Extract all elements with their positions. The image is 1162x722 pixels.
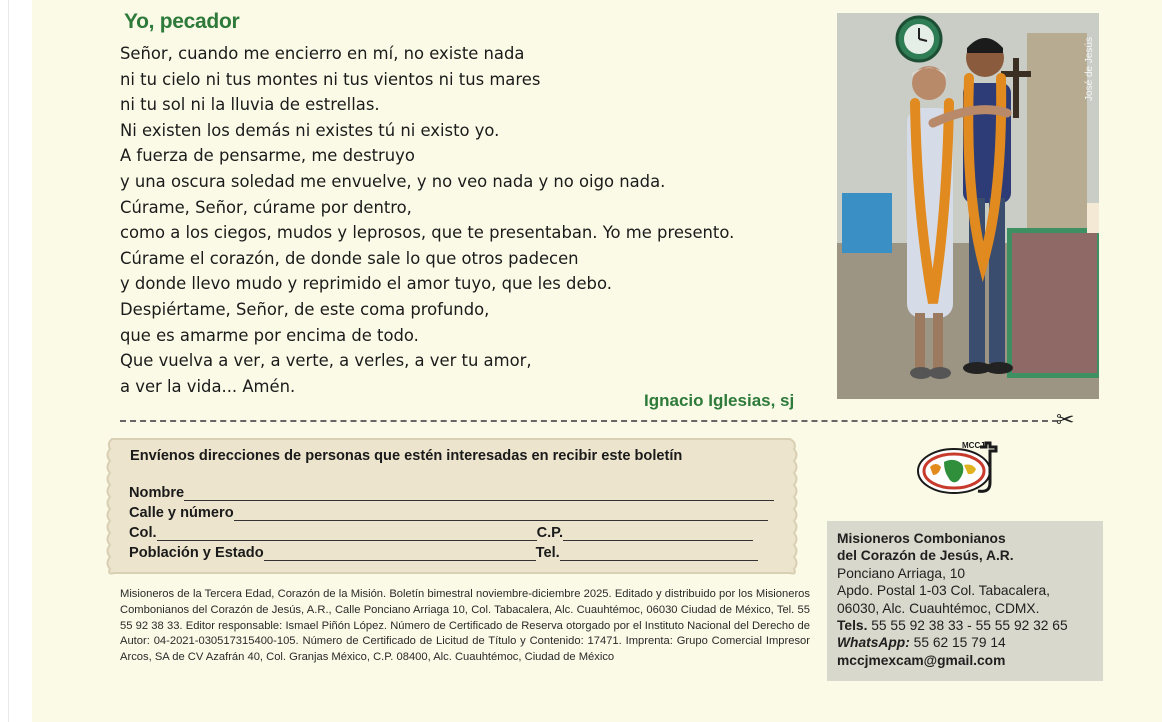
cut-line (120, 420, 1058, 422)
poem-line: Que vuelva a ver, a verte, a verles, a ver tu amor, (120, 351, 532, 371)
page-edge (8, 0, 9, 722)
poem-line: que es amarme por encima de todo. (120, 325, 419, 345)
col-label: Col. (129, 525, 157, 541)
calle-label: Calle y número (129, 505, 234, 521)
poblacion-field[interactable] (264, 547, 536, 561)
org-contact-box (827, 521, 1103, 681)
cp-label: C.P. (536, 525, 564, 541)
mccj-logo (914, 437, 1004, 497)
org-address2: Apdo. Postal 1-03 Col. Tabacalera, (837, 583, 1050, 599)
scissors-icon: ✂ (1056, 408, 1075, 433)
logo-letters: MCCJ (962, 441, 985, 450)
tel-label: Tel. (535, 545, 560, 561)
poem-line: A fuerza de pensarme, me destruyo (120, 146, 415, 166)
logo-text (914, 437, 1004, 497)
poem-line: Cúrame, Señor, cúrame por dentro, (120, 197, 412, 217)
poem-line: ni tu sol ni la lluvia de estrellas. (120, 95, 380, 115)
tel-field[interactable] (560, 547, 758, 561)
org-address1: Ponciano Arriaga, 10 (837, 565, 966, 581)
poem-author: Ignacio Iglesias, sj (644, 391, 795, 410)
org-whatsapp (837, 634, 1103, 651)
nombre-label: Nombre (129, 485, 185, 501)
poem-line: Cúrame el corazón, de donde sale lo que otros padecen (120, 248, 579, 268)
form-row-nombre (129, 481, 774, 501)
org-address3: 06030, Alc. Cuauhtémoc, CDMX. (837, 600, 1040, 616)
poem-line: Despiértame, Señor, de este coma profundo, (120, 299, 490, 319)
nombre-field[interactable] (184, 487, 774, 501)
form-row-col-cp (129, 521, 753, 541)
form-row-poblacion-tel (129, 541, 758, 561)
poem-line: y donde llevo mudo y reprimido el amor tuyo, que les debo. (120, 274, 612, 294)
whatsapp-value: 55 62 15 79 14 (909, 635, 1006, 651)
whatsapp-label: WhatsApp: (837, 635, 910, 651)
poem-line: como a los ciegos, mudos y leprosos, que te presentaban. Yo me presento. (120, 223, 735, 243)
org-name-line2: del Corazón de Jesús, A.R. (837, 548, 1014, 564)
poem-title: Yo, pecador (124, 10, 240, 33)
poblacion-label: Población y Estado (129, 545, 264, 561)
org-name-line1: Misioneros Combonianos (837, 531, 1006, 546)
photo-illustration (837, 13, 1099, 399)
form-heading: Envíenos direcciones de personas que estén interesadas en recibir este boletín (130, 448, 683, 464)
photo-missionary-with-elder (837, 13, 1099, 399)
poem-line: y una oscura soledad me envuelve, y no veo nada y no oigo nada. (120, 171, 666, 191)
calle-field[interactable] (234, 507, 768, 521)
poem-line: ni tu cielo ni tus montes ni tus vientos ni tus mares (120, 69, 541, 89)
photo-credit: José de Jesús (1084, 37, 1095, 101)
address-form (102, 433, 802, 578)
col-field[interactable] (157, 527, 537, 541)
org-email[interactable]: mccjmexcam@gmail.com (837, 652, 1006, 668)
tels-label: Tels. (837, 618, 868, 634)
org-phones (837, 617, 1103, 634)
poem-line: Ni existen los demás ni existes tú ni existo yo. (120, 120, 500, 140)
poem-line: Señor, cuando me encierro en mí, no existe nada (120, 44, 525, 63)
poem-body (120, 41, 820, 399)
legal-notice: Misioneros de la Tercera Edad, Corazón de la Misión. Boletín bimestral noviembre-diciembre 2025. Editado y distribuido por los Misioneros Combonianos del Corazón de Jesús, A.R., Calle Ponciano Arriaga 10, Col. Tabacalera, Alc. Cuauhtémoc, 06030 Ciudad de México, Tel. 55 55 92 38 33. Editor responsable: Ismael Piñón López. Número de Certificado de Reserva otorgado por el Instituto Nacional del Derecho de Autor: 04-2021-030517315400-105. Número de Certificado de Licitud de Título y Contenido: 17471. Imprenta: Grupo Comercial Impresor Arcos, SA de CV Azafrán 40, Col. Granjas México, C.P. 08400, Alc. Cuauhtémoc, Ciudad de México (120, 588, 810, 664)
bulletin-page (32, 0, 1162, 722)
form-row-calle (129, 501, 768, 521)
cp-field[interactable] (563, 527, 753, 541)
tels-value: 55 55 92 38 33 - 55 55 92 32 65 (867, 618, 1068, 634)
poem-line: a ver la vida... Amén. (120, 376, 296, 396)
